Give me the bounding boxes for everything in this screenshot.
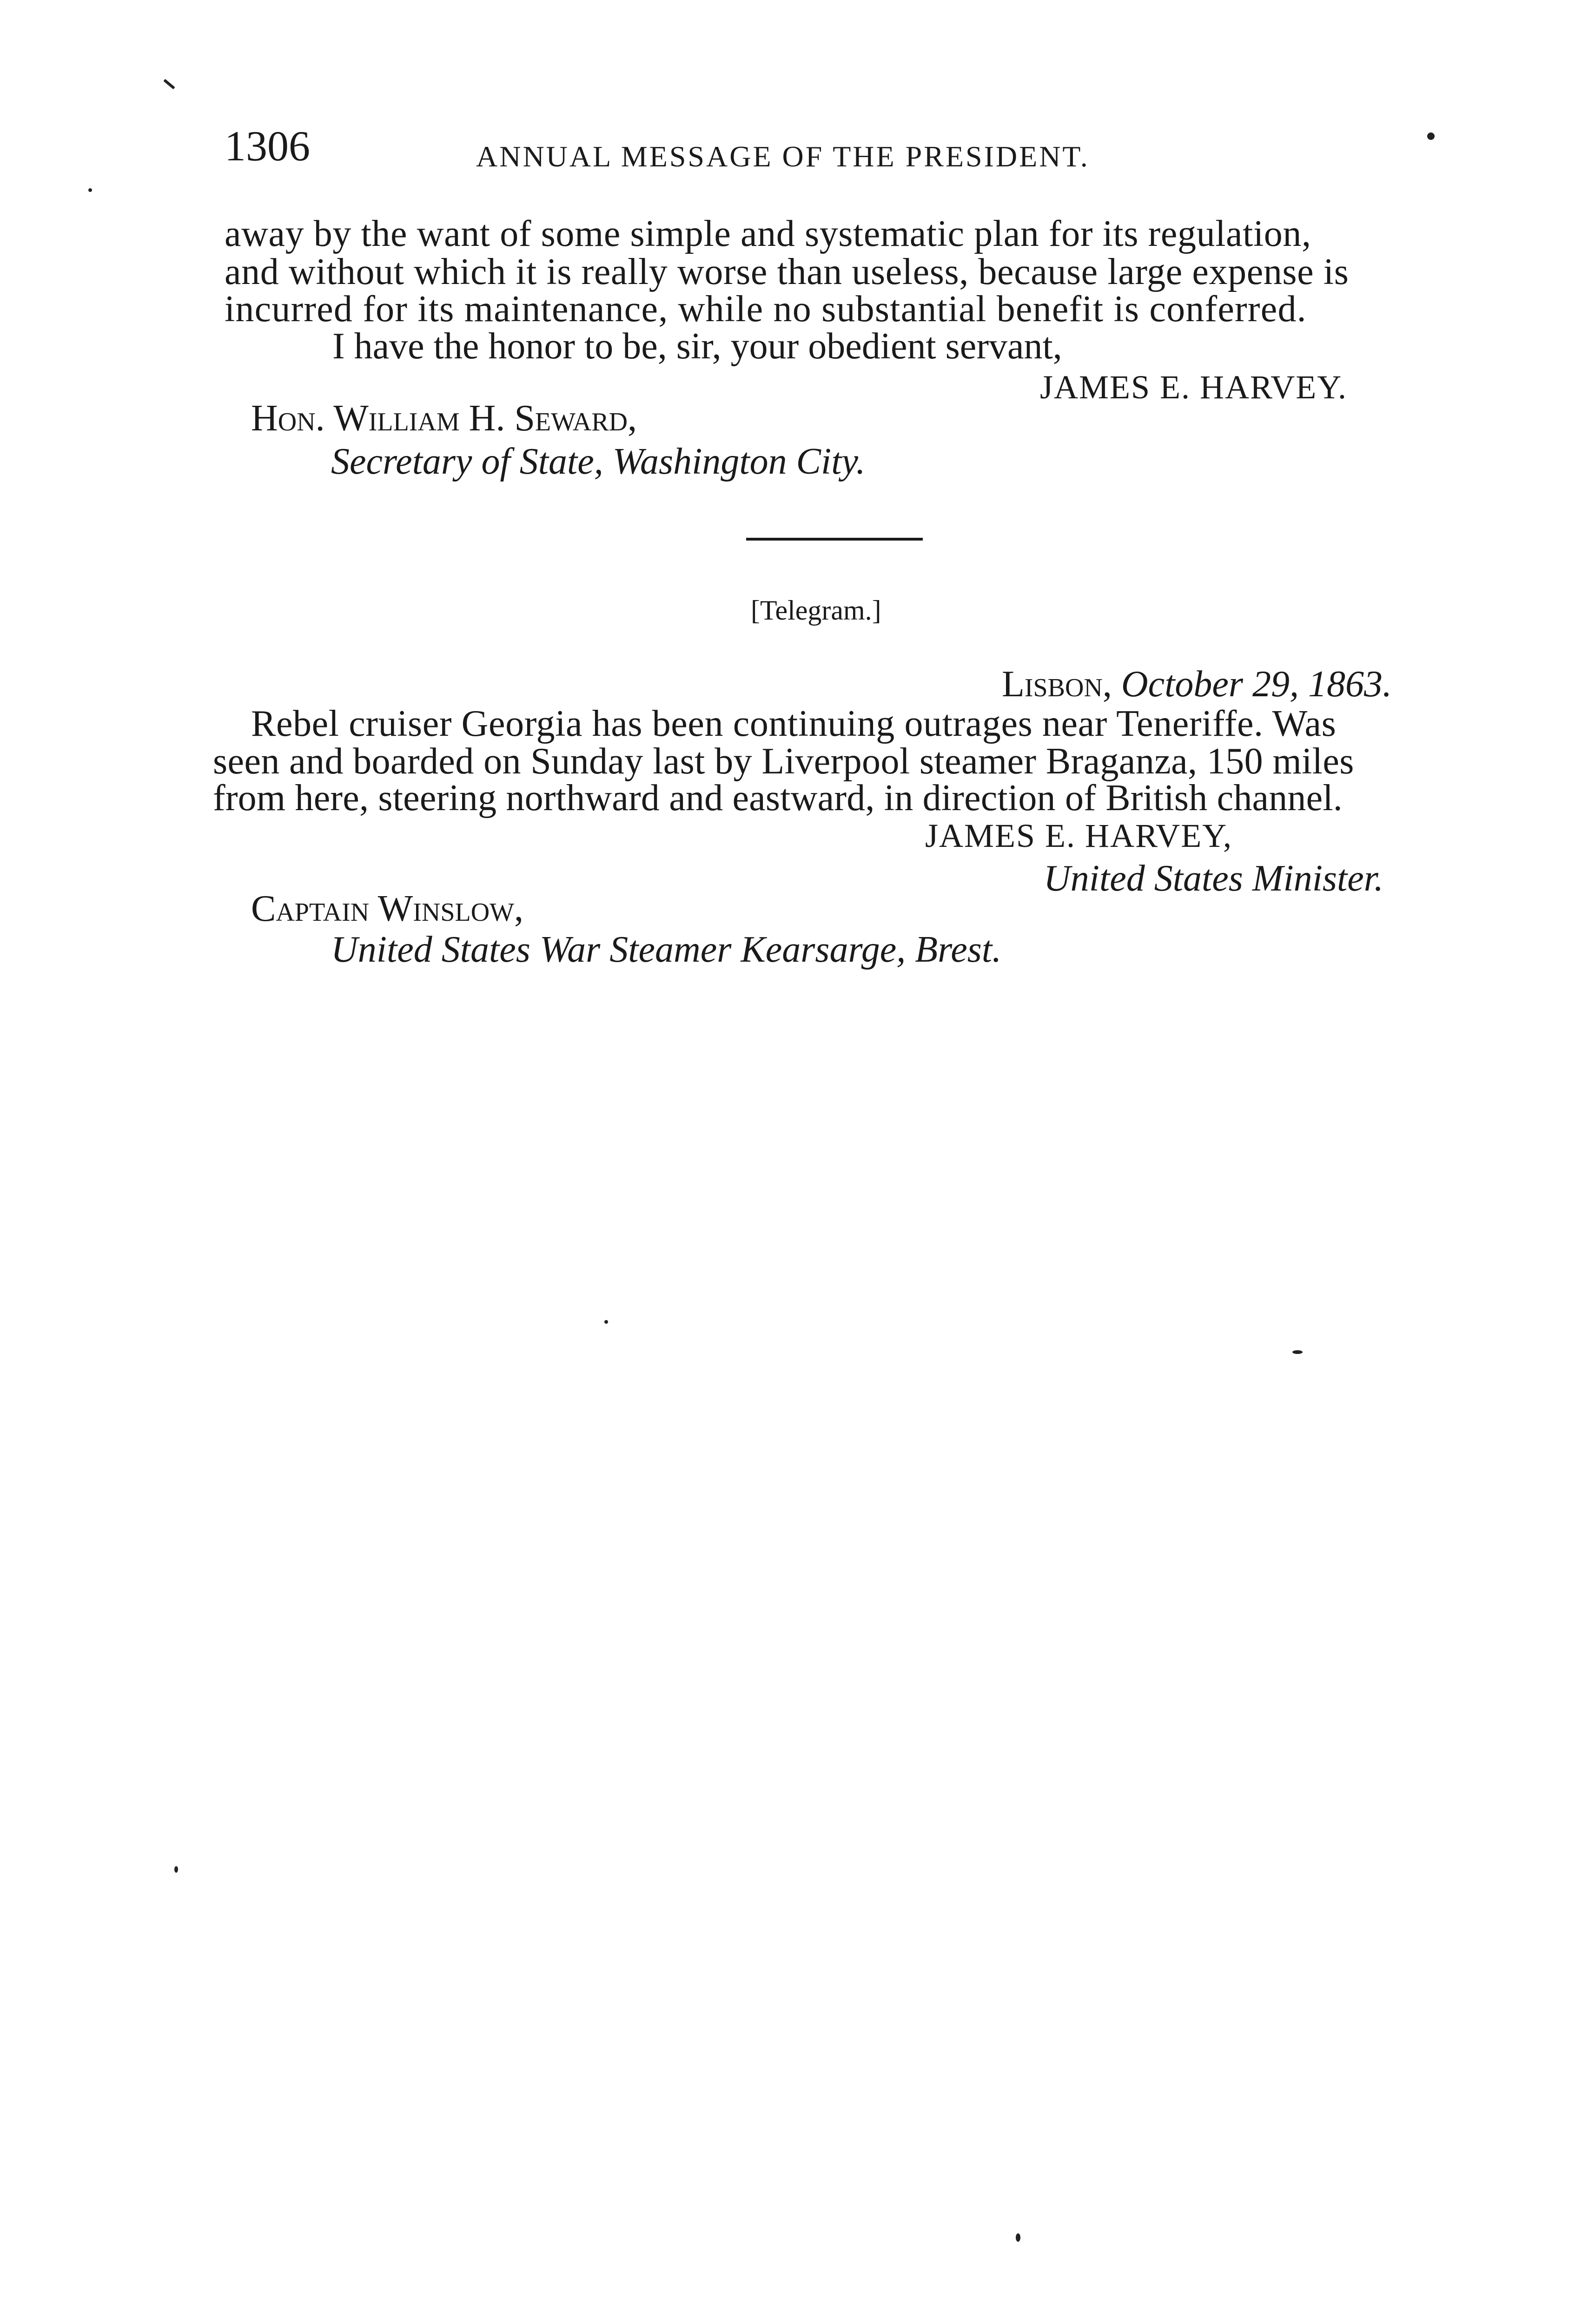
telegram-line-3: from here, steering northward and eastward, in direction of British channel. (213, 778, 1343, 819)
scan-speck (88, 188, 92, 192)
telegram-signature: JAMES E. HARVEY, (925, 817, 1232, 854)
letter-closing: I have the honor to be, sir, your obedient servant, (332, 326, 1062, 367)
telegram-label: [Telegram.] (751, 595, 881, 626)
letter-signature: JAMES E. HARVEY. (1040, 369, 1347, 406)
section-divider (746, 538, 923, 541)
telegram-place: Lisbon, (1002, 664, 1112, 705)
letter-line-3: incurred for its maintenance, while no substantial benefit is conferred. (225, 289, 1307, 330)
scan-speck (1427, 132, 1435, 140)
scan-speck (1292, 1350, 1303, 1354)
letter-addressee-name: Hon. William H. Seward, (251, 398, 637, 439)
letter-line-1: away by the want of some simple and systematic plan for its regulation, (225, 213, 1311, 254)
telegram-line-1: Rebel cruiser Georgia has been continuing outrages near Teneriffe. Was (251, 703, 1337, 744)
scan-speck (604, 1320, 608, 1324)
telegram-date: October 29, 1863. (1121, 664, 1392, 705)
scan-speck (174, 1866, 178, 1873)
letter-addressee-title: Secretary of State, Washington City. (331, 441, 866, 482)
scan-speck (163, 79, 175, 90)
page-number: 1306 (225, 122, 310, 170)
running-head: ANNUAL MESSAGE OF THE PRESIDENT. (476, 140, 1090, 173)
telegram-signature-title: United States Minister. (1044, 858, 1384, 899)
telegram-line-2: seen and boarded on Sunday last by Liverpool steamer Braganza, 150 miles (213, 741, 1354, 782)
telegram-addressee-name: Captain Winslow, (251, 888, 523, 929)
telegram-addressee-title: United States War Steamer Kearsarge, Brest. (331, 929, 1002, 970)
letter-line-2: and without which it is really worse than useless, because large expense is (225, 251, 1349, 292)
telegram-dateline (1002, 666, 1392, 703)
scan-speck (1016, 2233, 1020, 2242)
